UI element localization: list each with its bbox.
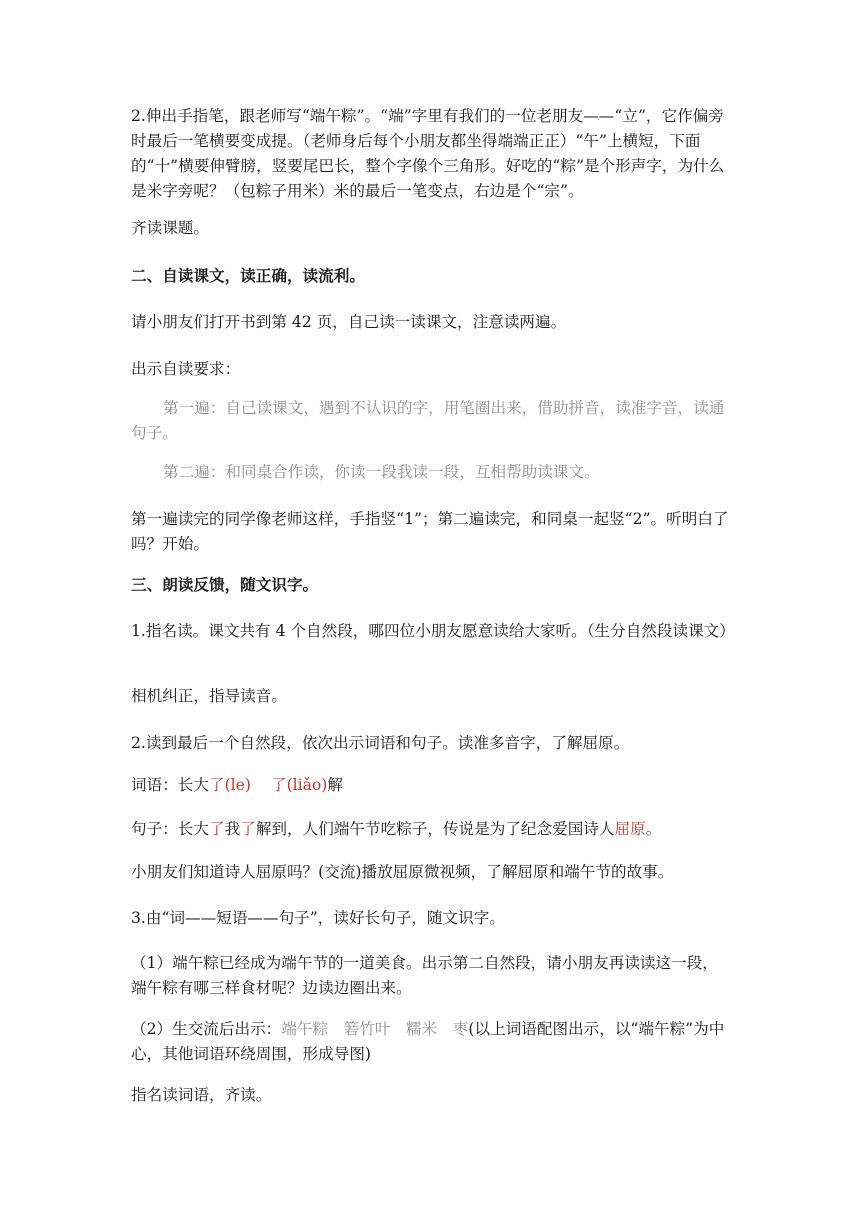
paragraph-correction: 相机纠正，指导读音。 — [131, 687, 287, 705]
paragraph-writing-guide: 2.伸出手指笔，跟老师写“端午粽”。“端”字里有我们的一位老朋友——“立”，它作偏旁时最后一笔横要变成提。（老师身后每个小朋友都坐得端端正正）“午”上横短，下面的“十”横要伸臂膀，竖要尾巴长，整个字像个三角形。好吃的“粽”是个形声字，为什么是米字旁呢？（包粽子用米）米的最后一笔变点，右边是个“宗”。 — [131, 107, 725, 200]
word-suffix: 解 — [327, 776, 343, 794]
paragraph-hand-signal: 第一遍读完的同学像老师这样，手指竖“1”；第二遍读完，和同桌一起竖“2”。听明白了吗？开始。 — [131, 510, 729, 553]
sentence-line — [131, 817, 731, 842]
display-gray-words: 端午粽 箬竹叶 糯米 枣 — [281, 1020, 469, 1038]
section-heading-3: 三、朗读反馈，随文识字。 — [131, 575, 319, 594]
paragraph-ingredients-question: （1）端午粽已经成为端午节的一道美食。出示第二自然段，请小朋友再读读这一段，端午粽有哪三样食材呢？边读边圈出来。 — [131, 954, 718, 997]
word-le: 了(le) — [208, 776, 251, 794]
display-note: (以上词语配图出示，以“端午粽”为中心，其他词语环绕周围，形成导图) — [131, 1020, 725, 1063]
display-prefix: （2）生交流后出示： — [131, 1020, 282, 1038]
paragraph-last-section: 2.读到最后一个自然段，依次出示词语和句子。读准多音字，了解屈原。 — [131, 734, 630, 752]
paragraph-long-sentence: 3.由“词——短语——句子”，读好长句子，随文识字。 — [131, 909, 505, 927]
requirement-second-read: 第二遍：和同桌合作读，你读一段我读一段，互相帮助读课文。 — [163, 463, 600, 481]
sentence-part-a: 句子：长大 — [131, 820, 209, 838]
sentence-part-c: 解到，人们端午节吃粽子，传说是为了纪念爱国诗人 — [255, 820, 615, 838]
sentence-part-d: 。 — [645, 820, 662, 838]
word-prefix: 词语：长大 — [131, 776, 209, 794]
sentence-part-b: 我 — [224, 820, 241, 838]
sentence-red-le-2: 了 — [240, 820, 256, 838]
paragraph-named-reading: 1.指名读。课文共有 4 个自然段，哪四位小朋友愿意读给大家听。（生分自然段读课文） — [131, 622, 735, 640]
word-liao: 了(liǎo) — [270, 776, 328, 794]
paragraph-open-book: 请小朋友们打开书到第 42 页，自己读一读课文，注意读两遍。 — [131, 313, 567, 331]
paragraph-read-words: 指名读词语，齐读。 — [131, 1086, 272, 1104]
paragraph-read-title: 齐读课题。 — [131, 219, 209, 237]
requirement-first-read: 第一遍：自己读课文，遇到不认识的字，用笔圈出来，借助拼音，读准字音，读通句子。 — [131, 399, 725, 442]
sentence-red-le-1: 了 — [208, 820, 225, 838]
section-heading-2: 二、自读课文，读正确，读流利。 — [131, 266, 365, 285]
word-line — [131, 773, 731, 798]
paragraph-requirements-intro: 出示自读要求： — [131, 360, 241, 378]
paragraph-quyuan-video: 小朋友们知道诗人屈原吗？(交流)播放屈原微视频，了解屈原和端午节的故事。 — [131, 863, 674, 881]
paragraph-ingredients-display — [131, 1017, 731, 1067]
sentence-red-quyuan: 屈原 — [614, 820, 646, 838]
